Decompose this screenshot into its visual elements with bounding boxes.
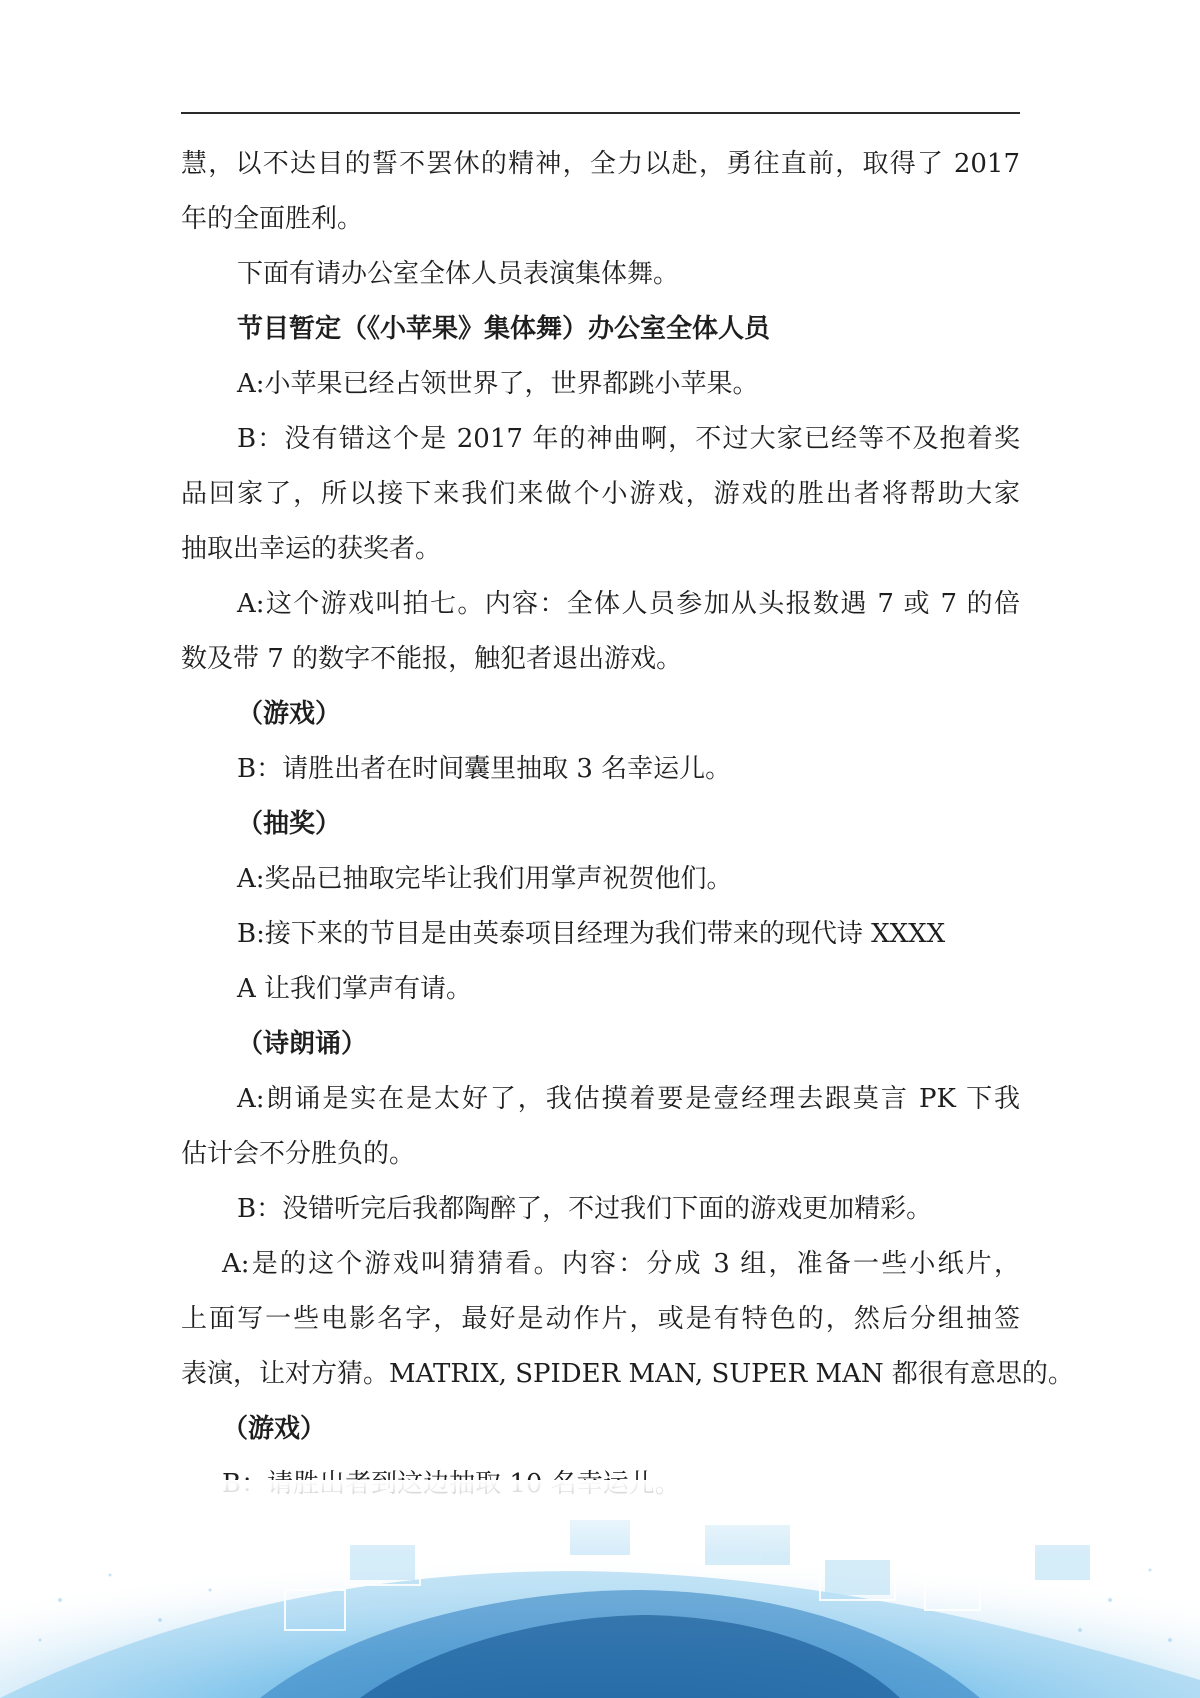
body-line-18: A:朗诵是实在是太好了，我估摸着要是壹经理去跟莫言 PK 下我: [237, 1084, 1020, 1114]
header-rule: [181, 112, 1020, 114]
body-line-1: 慧，以不达目的誓不罢休的精神，全力以赴，勇往直前，取得了 2017: [181, 149, 1020, 179]
stage-direction-game-2: （游戏）: [222, 1414, 327, 1444]
body-line-21: A:是的这个游戏叫猜猜看。内容：分成 3 组，准备一些小纸片，: [222, 1249, 1020, 1279]
body-line-10: 数及带 7 的数字不能报，触犯者退出游戏。: [181, 644, 683, 674]
stage-direction-game-1: （游戏）: [237, 699, 342, 729]
body-line-9: A:这个游戏叫拍七。内容：全体人员参加从头报数遇 7 或 7 的倍: [237, 589, 1020, 619]
body-line-16: A 让我们掌声有请。: [237, 974, 473, 1004]
body-line-22: 上面写一些电影名字，最好是动作片，或是有特色的，然后分组抽签: [181, 1304, 1020, 1334]
program-title: 节目暂定（《小苹果》集体舞）办公室全体人员: [237, 314, 771, 344]
stage-direction-poem: （诗朗诵）: [237, 1029, 368, 1059]
body-line-3: 下面有请办公室全体人员表演集体舞。: [237, 259, 680, 289]
body-line-20: B：没错听完后我都陶醉了，不过我们下面的游戏更加精彩。: [237, 1194, 933, 1224]
body-line-19: 估计会不分胜负的。: [181, 1139, 416, 1169]
body-line-14: A:奖品已抽取完毕让我们用掌声祝贺他们。: [237, 864, 733, 894]
tech-globe-banner-icon: [0, 1480, 1200, 1698]
body-line-5: A:小苹果已经占领世界了，世界都跳小苹果。: [237, 369, 759, 399]
body-line-7: 品回家了，所以接下来我们来做个小游戏，游戏的胜出者将帮助大家: [181, 479, 1020, 509]
stage-direction-lottery: （抽奖）: [237, 809, 342, 839]
body-line-6: B：没有错这个是 2017 年的神曲啊，不过大家已经等不及抱着奖: [237, 424, 1020, 454]
body-line-12: B：请胜出者在时间囊里抽取 3 名幸运儿。: [237, 754, 732, 784]
body-line-15: B:接下来的节目是由英泰项目经理为我们带来的现代诗 XXXX: [237, 919, 946, 949]
body-line-8: 抽取出幸运的获奖者。: [181, 534, 442, 564]
body-line-23: 表演，让对方猜。MATRIX, SPIDER MAN, SUPER MAN 都很有意思的。: [181, 1359, 1074, 1389]
body-line-2: 年的全面胜利。: [181, 204, 364, 234]
